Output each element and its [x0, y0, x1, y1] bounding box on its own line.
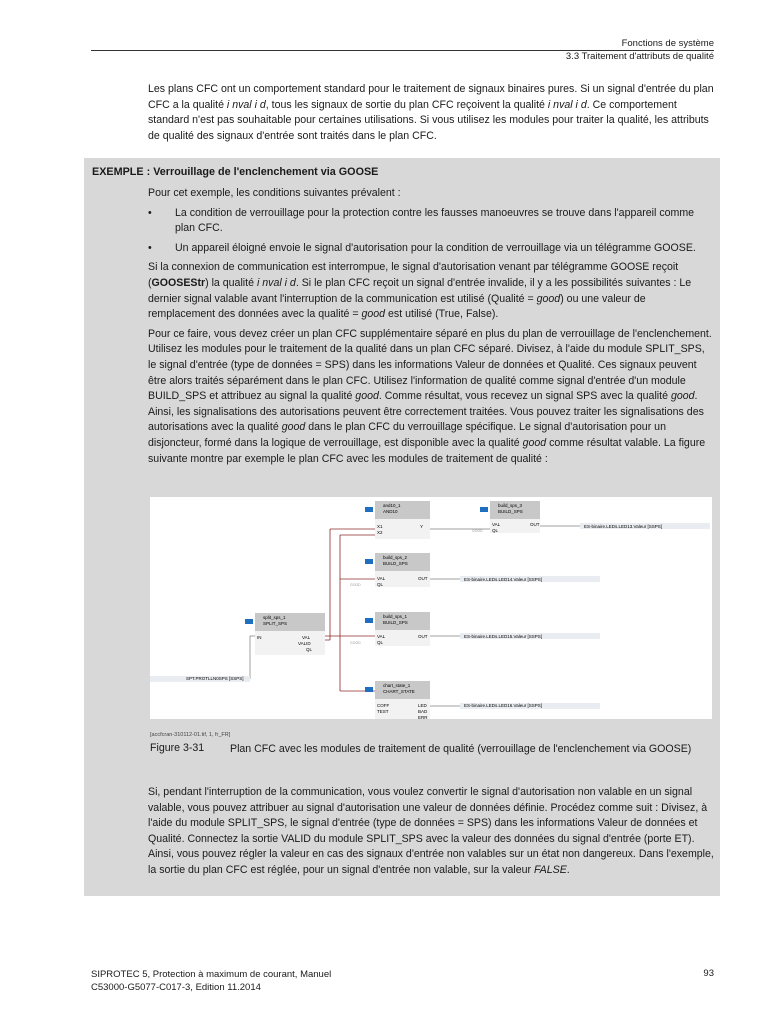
- svg-text:build_sps_2: build_sps_2: [383, 555, 408, 560]
- example-paragraph-1: Si la connexion de communication est interrompue, le signal d'autorisation venant par télégramme GOOSE reçoit (GOOSEStr) la qualité i nval i d. Si le plan CFC reçoit un signal d'entrée invalide, il y a les possibilités suivantes : Le dernier signal valable avant l'interruption de la communication est utilisé (Qualité = good) ou une valeur de remplacement des données avec la qualité = good est utilisé (True, False).: [148, 261, 692, 321]
- svg-text:OUT: OUT: [418, 634, 428, 639]
- svg-text:ES-binaire.LEDs.LED14.Valeur [: ES-binaire.LEDs.LED14.Valeur [SSPS]: [464, 577, 542, 582]
- example-title: EXEMPLE : Verrouillage de l'enclenchement via GOOSE: [92, 166, 379, 178]
- svg-text:ERR: ERR: [418, 715, 428, 719]
- svg-text:QL: QL: [377, 582, 384, 587]
- svg-text:COFF: COFF: [377, 703, 390, 708]
- svg-text:VAL: VAL: [492, 522, 501, 527]
- svg-text:BUILD_SPS: BUILD_SPS: [383, 620, 408, 625]
- svg-text:chart_state_1: chart_state_1: [383, 683, 411, 688]
- svg-text:VAL: VAL: [377, 634, 386, 639]
- and-block: [365, 501, 430, 539]
- svg-text:QL: QL: [492, 528, 499, 533]
- svg-text:OUT: OUT: [418, 576, 428, 581]
- svg-text:QL: QL: [377, 640, 384, 645]
- svg-text:VALID: VALID: [298, 641, 311, 646]
- svg-text:VAL: VAL: [302, 635, 311, 640]
- svg-text:BUILD_SPS: BUILD_SPS: [383, 561, 408, 566]
- svg-text:and10_1: and10_1: [383, 503, 401, 508]
- cfc-diagram: [150, 497, 712, 719]
- svg-text:GOOD: GOOD: [350, 583, 361, 587]
- svg-text:BUILD_SPS: BUILD_SPS: [498, 509, 523, 514]
- bullet-item: • Un appareil éloigné envoie le signal d'autorisation pour la condition de verrouillage via un télégramme GOOSE.: [148, 241, 696, 254]
- svg-text:X2: X2: [377, 530, 383, 535]
- header-section: 3.3 Traitement d'attributs de qualité: [565, 51, 714, 62]
- split-sps-block: [186, 613, 325, 681]
- svg-text:ES-binaire.LEDs.LED16.Valeur [: ES-binaire.LEDs.LED16.Valeur [SSPS]: [464, 703, 542, 708]
- chart-state-block: [365, 681, 542, 719]
- example-paragraph-3: Si, pendant l'interruption de la communication, vous voulez convertir le signal d'autorisation non valable en un signal valable, vous pouvez attribuer au signal d'autorisation une valeur de données définie. Procédez comme suit : Divisez, à l'aide du module SPLIT_SPS, le signal d'entrée (type de données = SPS) dans les informations Valeur de données et Qualité. Connectez la sortie VALID du module SPLIT_SPS avec la valeur des données du signal d'entrée (porte ET). Ainsi, vous pouvez régler la valeur en cas des signaux d'entrée non valables sur un état non dangereux. Dans l'exemple, la sortie du plan CFC est réglée, pour un signal d'entrée non valable, sur la valeur FALSE.: [148, 786, 714, 876]
- svg-text:LED: LED: [418, 703, 427, 708]
- build-sps-1-block: [350, 612, 542, 646]
- svg-text:QL: QL: [306, 647, 313, 652]
- svg-text:BAD: BAD: [418, 709, 428, 714]
- svg-text:CHART_STATE: CHART_STATE: [383, 689, 415, 694]
- example-box: [84, 158, 720, 896]
- svg-text:build_sps_3: build_sps_3: [498, 503, 523, 508]
- build-sps-2-block: [350, 553, 542, 587]
- svg-text:Y: Y: [420, 524, 424, 529]
- page-number: 93: [703, 968, 714, 979]
- header-chapter: Fonctions de système: [621, 38, 714, 49]
- svg-text:build_sps_1: build_sps_1: [383, 614, 408, 619]
- svg-text:X1: X1: [377, 524, 383, 529]
- svg-text:ES-binaire.LEDs.LED13.Valeur [: ES-binaire.LEDs.LED13.Valeur [SSPS]: [584, 524, 662, 529]
- svg-text:SPLIT_SPS: SPLIT_SPS: [263, 621, 288, 626]
- svg-text:GOOD: GOOD: [350, 641, 361, 645]
- example-paragraph-2: Pour ce faire, vous devez créer un plan CFC supplémentaire séparé en plus du plan de verrouillage de l'enclenchement. Utilisez les modules pour le traitement de la qualité dans un plan CFC séparé. Divisez, à l'aide du module SPLIT_SPS, le signal d'entrée (type de données = SPS) dans les informations Valeur de données et Qualité. Ces signaux peuvent être alors traités séparément dans le plan CFC. Utilisez l'information de qualité comme signal d'entrée d'un module BUILD_SPS et attribuez au signal la qualité good. Comme résultat, vous recevez un signal SPS avec la qualité good. Ainsi, les signalisations des autorisations peuvent être correctement traitées. Vous pouvez traiter les signalisations des autorisations avec la qualité good dans le plan CFC du verrouillage spécifique. Le signal d'autorisation pour un disjoncteur, formé dans la logique de verrouillage, est disponible avec la qualité good comme résultat valable. La figure suivante montre par exemple le plan CFC avec les modules de traitement de qualité :: [148, 327, 712, 465]
- svg-text:IN: IN: [257, 635, 262, 640]
- svg-text:VAL: VAL: [377, 576, 386, 581]
- svg-text:GOOD: GOOD: [472, 529, 483, 533]
- footer-doc-number: C53000-G5077-C017-3, Edition 11.2014: [91, 982, 261, 993]
- svg-text:OUT: OUT: [530, 522, 540, 527]
- intro-paragraph: Les plans CFC ont un comportement standard pour le traitement de signaux binaires pures. Si un signal d'entrée du plan CFC a la qualité i nval i d, tous les signaux de sortie du plan CFC reçoivent la qualité i nval i d. Ce comportement standard n'est pas souhaitable pour certaines utilisations. Si vous utilisez les modules pour traiter la qualité, les attributs de qualité des signaux d'entrée sont traités dans le plan CFC.: [148, 83, 714, 142]
- figure-label: Figure 3-31: [150, 742, 205, 754]
- footer-title: SIPROTEC 5, Protection à maximum de courant, Manuel: [91, 969, 332, 980]
- figure-caption: Plan CFC avec les modules de traitement de qualité (verrouillage de l'enclenchement via GOOSE): [230, 743, 692, 755]
- example-body: [148, 186, 714, 471]
- svg-text:TEST: TEST: [377, 709, 389, 714]
- svg-text:ES-binaire.LEDs.LED15.Valeur [: ES-binaire.LEDs.LED15.Valeur [SSPS]: [464, 634, 542, 639]
- build-sps-3-block: [472, 501, 662, 533]
- example-lead: Pour cet exemple, les conditions suivantes prévalent :: [148, 187, 401, 199]
- svg-text:AND10: AND10: [383, 509, 398, 514]
- svg-text:SPT.PROTLLN0SPS [SSPS]: SPT.PROTLLN0SPS [SSPS]: [186, 676, 244, 681]
- svg-text:split_sps_1: split_sps_1: [263, 615, 286, 620]
- bullet-item: • La condition de verrouillage pour la protection contre les fausses manoeuvres se trouve dans l'appareil comme plan CFC.: [148, 206, 695, 235]
- figure-source-id: [accfcran-310112-01.tif, 1, fr_FR]: [150, 732, 231, 738]
